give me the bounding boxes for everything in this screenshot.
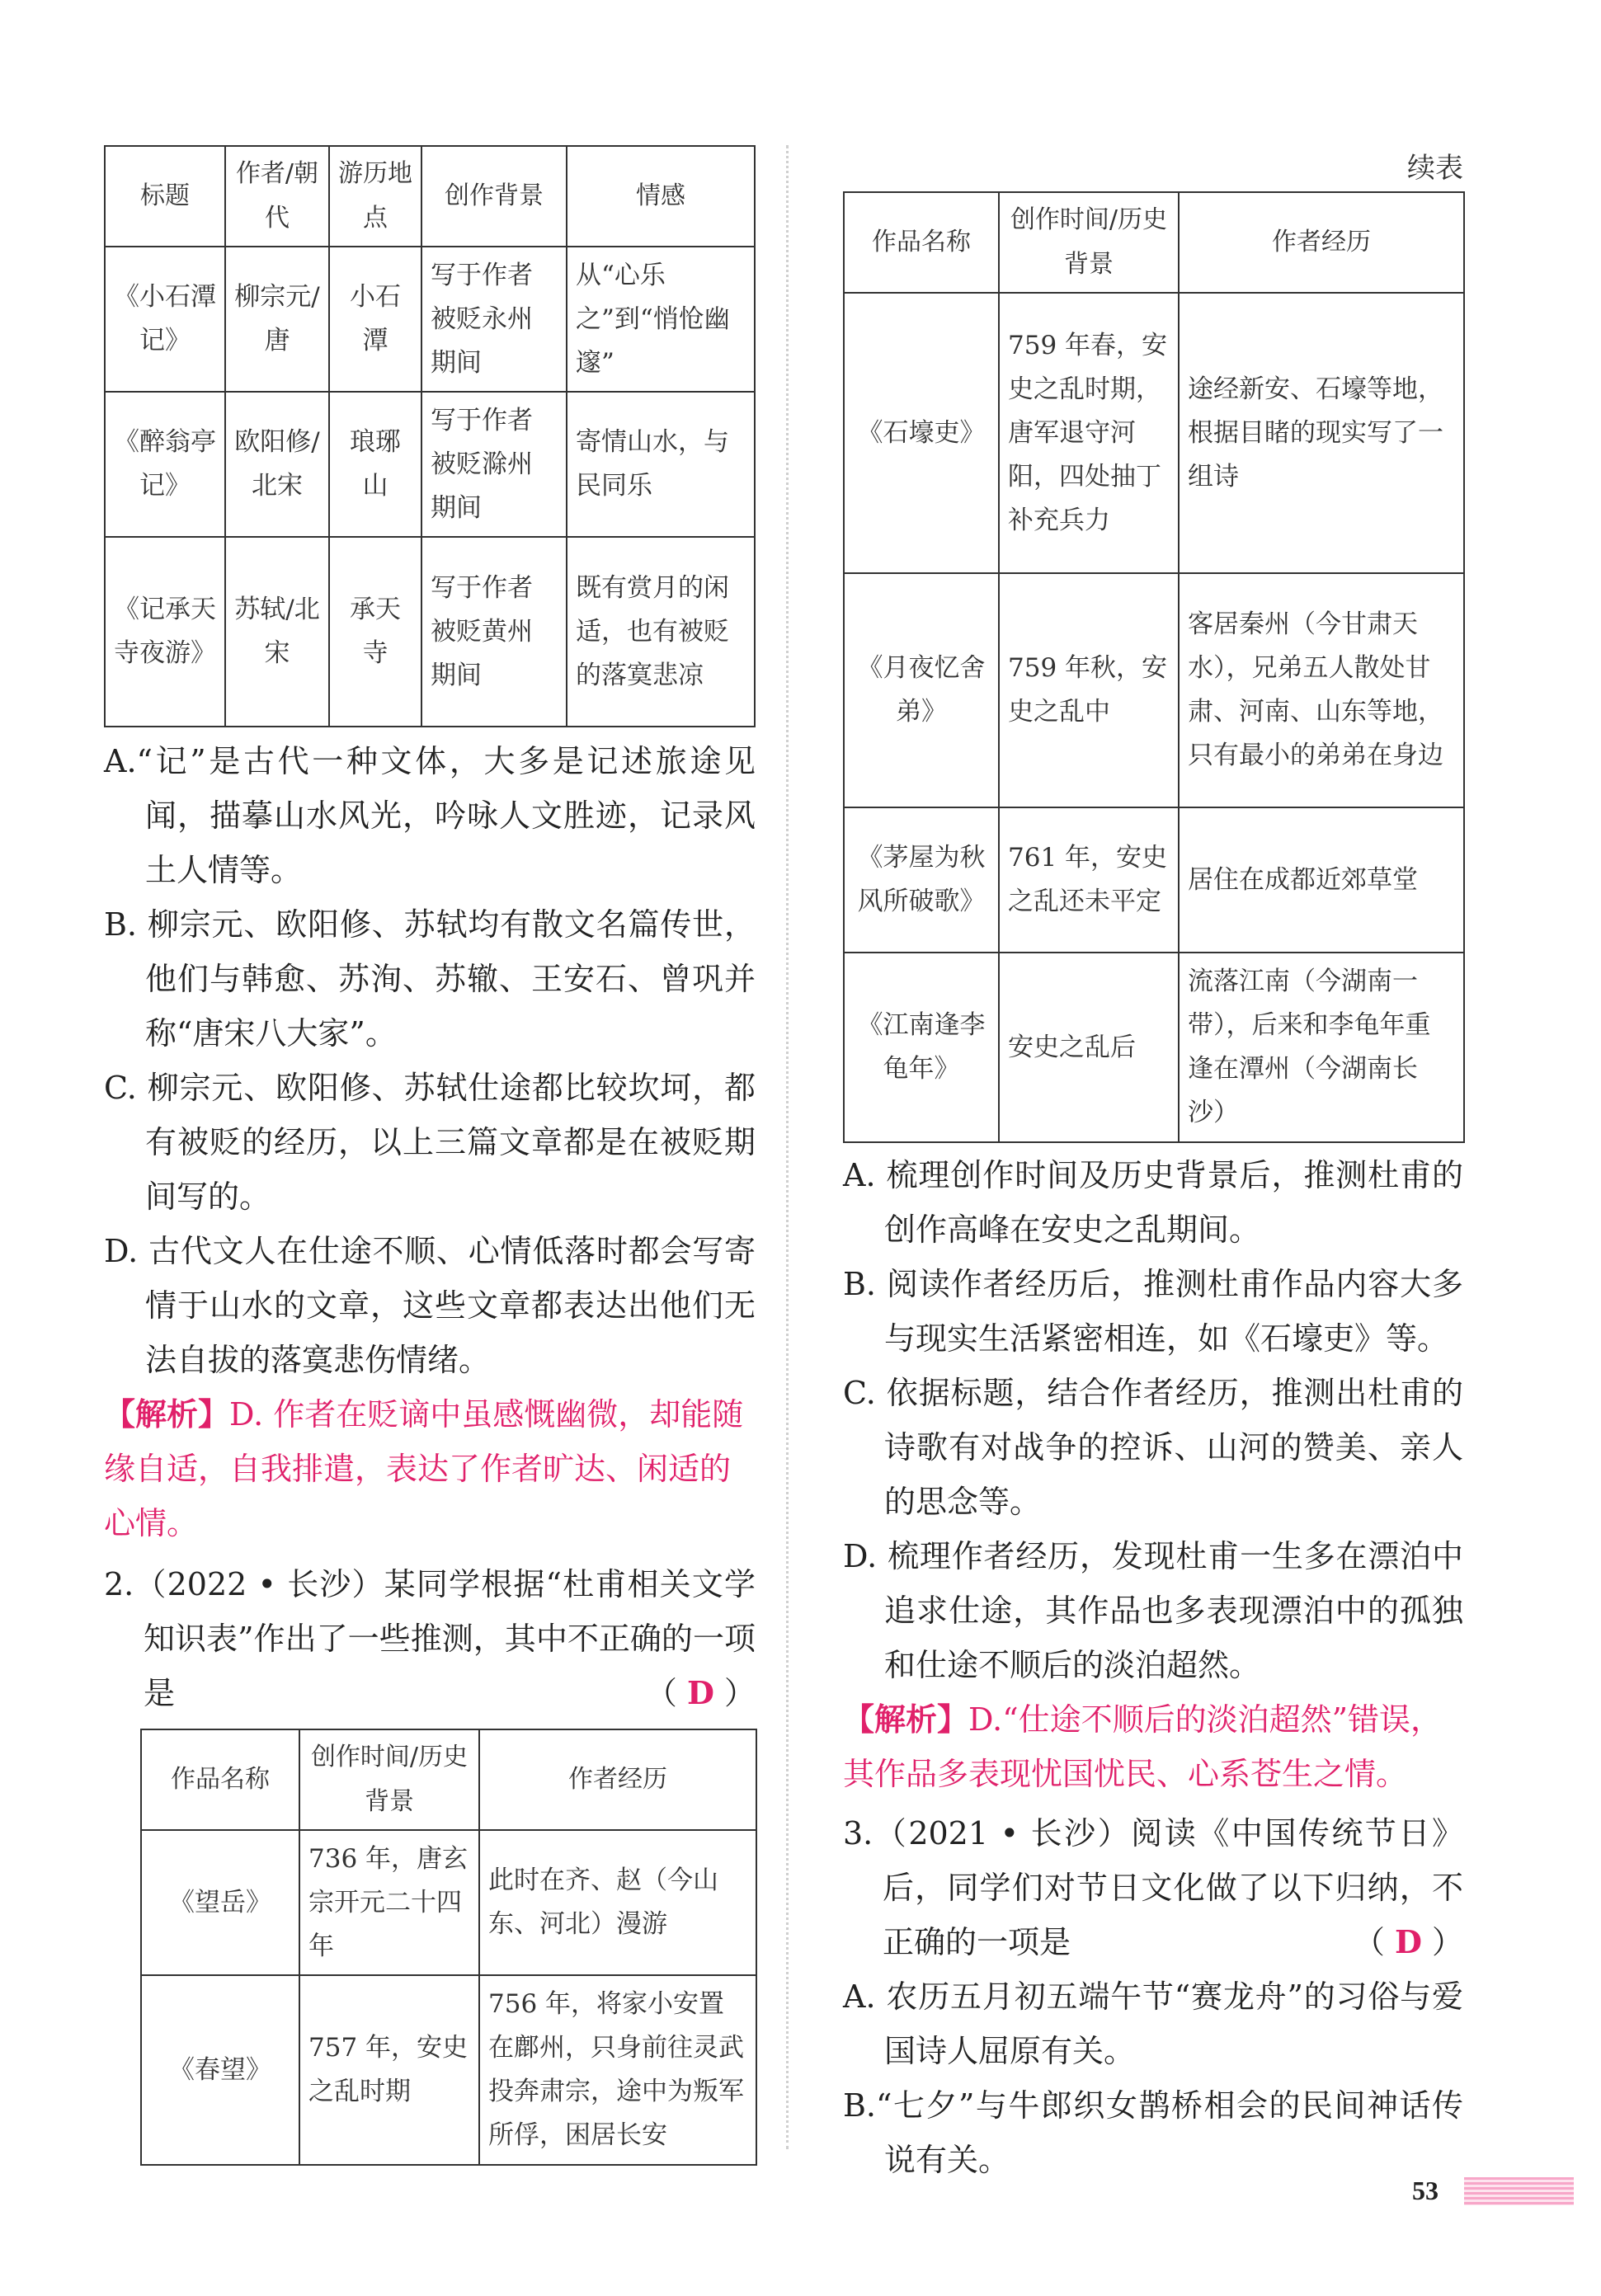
table-dufu-part2 xyxy=(843,191,1465,1143)
table-cell: 756 年，将家小安置在鄜州，只身前往灵武投奔肃宗，途中为叛军所俘，困居长安 xyxy=(479,1975,756,2165)
table-row xyxy=(141,1830,756,1975)
table-cell: 写于作者被贬永州期间 xyxy=(421,247,567,392)
page-number: 53 xyxy=(1412,2176,1439,2205)
paren-open: （ xyxy=(1353,1924,1385,1960)
page-number-decoration xyxy=(1464,2177,1574,2205)
right-column xyxy=(843,191,1463,2187)
q2-option-a: A. 梳理创作时间及历史背景后，推测杜甫的创作高峰在安史之乱期间。 xyxy=(843,1157,1463,1248)
table-cell: 从“心乐之”到“悄怆幽邃” xyxy=(567,247,755,392)
q2-answer: D xyxy=(686,1674,714,1711)
table-cell: 苏轼/北宋 xyxy=(225,537,329,727)
table-cell: 《江南逢李龟年》 xyxy=(844,953,999,1142)
table-cell: 《小石潭记》 xyxy=(105,247,225,392)
table-cell: 琅琊山 xyxy=(329,392,421,537)
table-cell: 759 年春，安史之乱时期，唐军退守河阳，四处抽丁补充兵力 xyxy=(999,293,1179,573)
q1-option-a: A.“记”是古代一种文体，大多是记述旅途见闻，描摹山水风光，吟咏人文胜迹，记录风土人情等。 xyxy=(104,743,756,888)
table-row xyxy=(844,293,1464,573)
table-travel-essays xyxy=(104,145,756,727)
q3-option-b: B.“七夕”与牛郎织女鹊桥相会的民间神话传说有关。 xyxy=(843,2087,1463,2178)
table-row xyxy=(141,1975,756,2165)
header-title: 标题 xyxy=(105,146,225,247)
table-cell: 《望岳》 xyxy=(141,1830,299,1975)
left-column xyxy=(104,145,756,2166)
q3-answer-paren xyxy=(1353,1915,1463,1969)
analysis-text: D.“仕途不顺后的淡泊超然”错误，其作品多表现忧国忧民、心系苍生之情。 xyxy=(843,1701,1443,1792)
header-emotion: 情感 xyxy=(567,146,755,247)
analysis-label: 【解析】 xyxy=(843,1701,969,1738)
table-cell: 写于作者被贬黄州期间 xyxy=(421,537,567,727)
table-cell: 小石潭 xyxy=(329,247,421,392)
header-time-background: 创作时间/历史背景 xyxy=(299,1729,479,1830)
table-row xyxy=(844,953,1464,1142)
table-cell: 《茅屋为秋风所破歌》 xyxy=(844,807,999,953)
table-row xyxy=(105,537,755,727)
q3-answer: D xyxy=(1394,1923,1422,1960)
table-cell: 《醉翁亭记》 xyxy=(105,392,225,537)
header-background: 创作背景 xyxy=(421,146,567,247)
q3-option-a: A. 农历五月初五端午节“赛龙舟”的习俗与爱国诗人屈原有关。 xyxy=(843,1978,1463,2069)
table-cell: 759 年秋，安史之乱中 xyxy=(999,573,1179,807)
table-cell: 《石壕吏》 xyxy=(844,293,999,573)
q2-analysis xyxy=(843,1692,1463,1801)
header-author-dynasty: 作者/朝代 xyxy=(225,146,329,247)
q1-options xyxy=(104,734,756,1387)
q2-option-b: B. 阅读作者经历后，推测杜甫作品内容大多与现实生活紧密相连，如《石壕吏》等。 xyxy=(843,1266,1463,1357)
header-author-experience: 作者经历 xyxy=(479,1729,756,1830)
table-cell: 柳宗元/唐 xyxy=(225,247,329,392)
table-dufu-part1 xyxy=(140,1729,757,2166)
paren-open: （ xyxy=(645,1675,677,1711)
table-cell: 途经新安、石壕等地，根据目睹的现实写了一组诗 xyxy=(1179,293,1464,573)
table-cell: 写于作者被贬滁州期间 xyxy=(421,392,567,537)
table-cell: 《春望》 xyxy=(141,1975,299,2165)
q3-options xyxy=(843,1969,1463,2187)
q1-option-d: D. 古代文人在仕途不顺、心情低落时都会写寄情于山水的文章，这些文章都表达出他们无法自拔的落寞悲伤情绪。 xyxy=(104,1233,756,1378)
table-cell: 欧阳修/北宋 xyxy=(225,392,329,537)
table-header-row xyxy=(105,146,755,247)
analysis-text: D. 作者在贬谪中虽感慨幽微，却能随缘自适，自我排遣，表达了作者旷达、闲适的心情。 xyxy=(104,1396,744,1541)
table-cell: 寄情山水，与民同乐 xyxy=(567,392,755,537)
q1-option-c: C. 柳宗元、欧阳修、苏轼仕途都比较坎坷，都有被贬的经历，以上三篇文章都是在被贬期间写的。 xyxy=(104,1070,756,1215)
paren-close: ） xyxy=(723,1675,756,1711)
table-row xyxy=(105,247,755,392)
table-cell: 流落江南（今湖南一带），后来和李龟年重逢在潭州（今湖南长沙） xyxy=(1179,953,1464,1142)
table-row xyxy=(844,807,1464,953)
q1-option-b: B. 柳宗元、欧阳修、苏轼均有散文名篇传世，他们与韩愈、苏洵、苏辙、王安石、曾巩并称“唐宋八大家”。 xyxy=(104,906,756,1052)
table-cell: 承天寺 xyxy=(329,537,421,727)
header-work-name: 作品名称 xyxy=(141,1729,299,1830)
column-divider xyxy=(786,145,789,2149)
table-cell: 居住在成都近郊草堂 xyxy=(1179,807,1464,953)
q2-stem-text: 2.（2022 • 长沙）某同学根据“杜甫相关文学知识表”作出了一些推测，其中不正确的一项是 xyxy=(104,1566,756,1711)
table-header-row xyxy=(844,192,1464,293)
table-cell: 757 年，安史之乱时期 xyxy=(299,1975,479,2165)
q1-analysis xyxy=(104,1387,756,1550)
q2-stem xyxy=(104,1557,756,1720)
table-cell: 此时在齐、赵（今山东、河北）漫游 xyxy=(479,1830,756,1975)
header-time-background: 创作时间/历史背景 xyxy=(999,192,1179,293)
table-cell: 《记承天寺夜游》 xyxy=(105,537,225,727)
table-cell: 安史之乱后 xyxy=(999,953,1179,1142)
header-travel-place: 游历地点 xyxy=(329,146,421,247)
q3-stem-text: 3.（2021 • 长沙）阅读《中国传统节日》后，同学们对节日文化做了以下归纳，不正确的一项是 xyxy=(843,1815,1463,1960)
table-cell: 736 年，唐玄宗开元二十四年 xyxy=(299,1830,479,1975)
header-work-name: 作品名称 xyxy=(844,192,999,293)
table-header-row xyxy=(141,1729,756,1830)
table-cell: 《月夜忆舍弟》 xyxy=(844,573,999,807)
q2-answer-paren xyxy=(645,1666,756,1720)
header-author-experience: 作者经历 xyxy=(1179,192,1464,293)
table-cell: 761 年，安史之乱还未平定 xyxy=(999,807,1179,953)
continued-label: 续表 xyxy=(1407,152,1463,185)
q2-option-d: D. 梳理作者经历，发现杜甫一生多在漂泊中追求仕途，其作品也多表现漂泊中的孤独和仕途不顺后的淡泊超然。 xyxy=(843,1538,1463,1683)
q3-stem xyxy=(843,1806,1463,1969)
table-row xyxy=(844,573,1464,807)
table-cell: 既有赏月的闲适，也有被贬的落寞悲凉 xyxy=(567,537,755,727)
table-row xyxy=(105,392,755,537)
table-cell: 客居秦州（今甘肃天水），兄弟五人散处甘肃、河南、山东等地，只有最小的弟弟在身边 xyxy=(1179,573,1464,807)
paren-close: ） xyxy=(1431,1924,1463,1960)
q2-options xyxy=(843,1148,1463,1692)
q2-option-c: C. 依据标题，结合作者经历，推测出杜甫的诗歌有对战争的控诉、山河的赞美、亲人的思念等。 xyxy=(843,1375,1463,1520)
analysis-label: 【解析】 xyxy=(104,1395,230,1433)
